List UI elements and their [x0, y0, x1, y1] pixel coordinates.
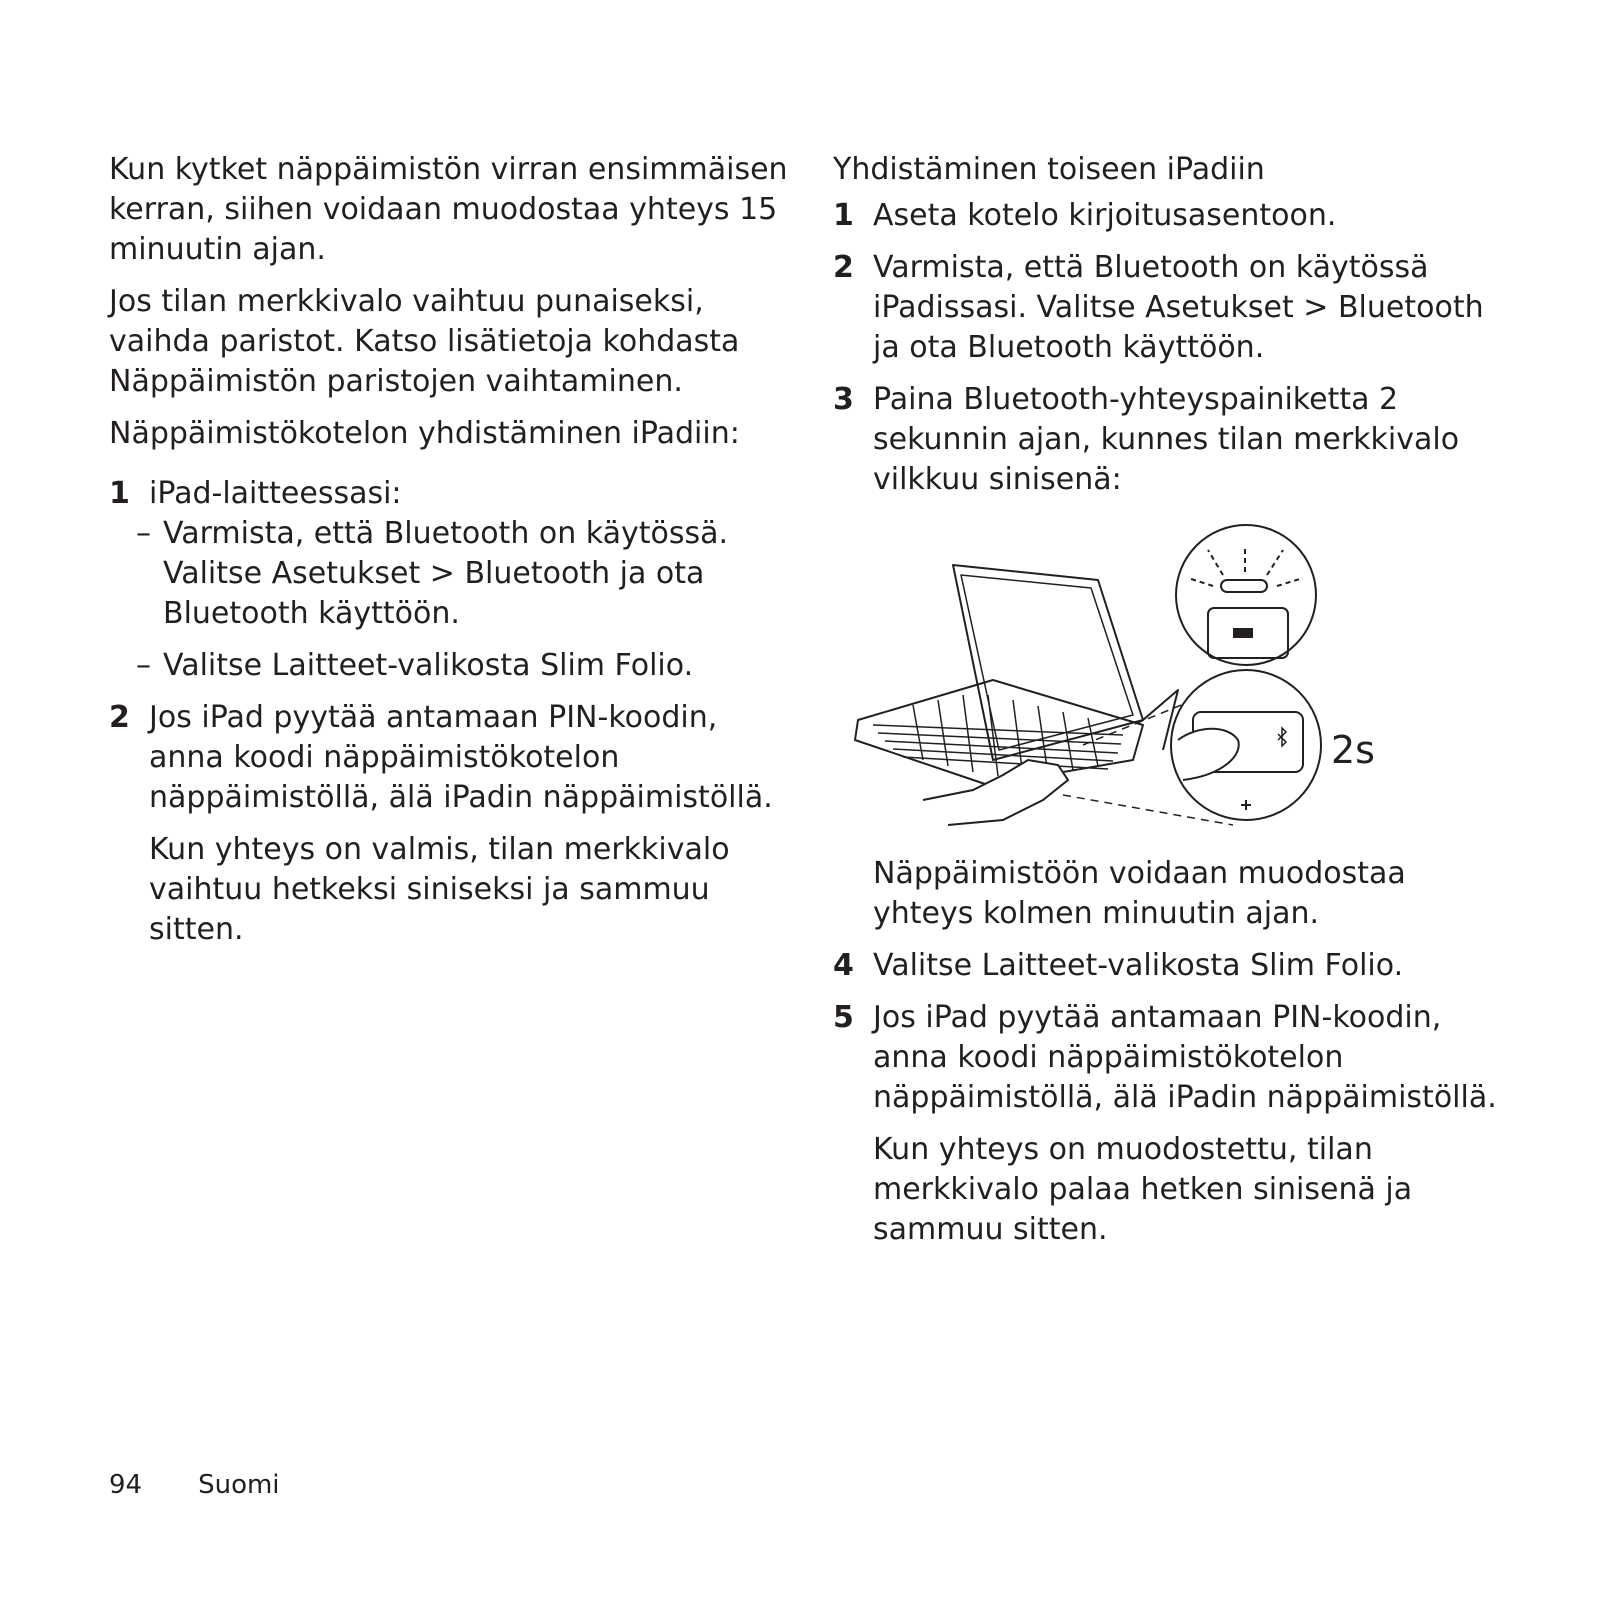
- step-text: Valitse Laitteet-valikosta Slim Folio.: [873, 948, 1404, 983]
- dash-bullet: –: [136, 516, 151, 551]
- step-note: Kun yhteys on valmis, tilan merkkivalo vaihtuu hetkeksi siniseksi ja sammuu sitten.: [149, 832, 730, 947]
- step-number: 5: [833, 1000, 854, 1035]
- right-column: [833, 150, 1513, 1262]
- left-step-1: [109, 474, 789, 686]
- right-step-5: [833, 998, 1513, 1250]
- left-column: [109, 150, 789, 962]
- section-heading: Yhdistäminen toiseen iPadiin: [833, 152, 1265, 187]
- right-step-4: [833, 946, 1513, 986]
- step-text: Jos iPad pyytää antamaan PIN-koodin, anna koodi näppäimistökotelon näppäimistöllä, älä iPadin näppäimistöllä.: [149, 700, 773, 815]
- step-number: 2: [833, 250, 854, 285]
- sub-item-2: [136, 646, 789, 686]
- step-text: iPad-laitteessasi:: [149, 476, 402, 511]
- right-step-1: [833, 196, 1513, 236]
- right-step-2: [833, 248, 1513, 368]
- step-text: Aseta kotelo kirjoitusasentoon.: [873, 198, 1337, 233]
- keyboard-folio-illustration: [853, 520, 1393, 840]
- step-text: Varmista, että Bluetooth on käytössä iPadissasi. Valitse Asetukset > Bluetooth ja ota Bluetooth käyttöön.: [873, 250, 1484, 365]
- step-number: 1: [109, 476, 130, 511]
- dash-bullet: –: [136, 648, 151, 683]
- sub-item-text: Varmista, että Bluetooth on käytössä. Valitse Asetukset > Bluetooth ja ota Bluetooth käyttöön.: [163, 516, 729, 631]
- left-step-2: [109, 698, 789, 950]
- step-text: Paina Bluetooth-yhteyspainiketta 2 sekunnin ajan, kunnes tilan merkkivalo vilkkuu sinisenä:: [873, 382, 1460, 497]
- intro-paragraph-2: Jos tilan merkkivalo vaihtuu punaiseksi, vaihda paristot. Katso lisätietoja kohdasta Näppäimistön paristojen vaihtaminen.: [109, 284, 740, 399]
- right-step-3: [833, 380, 1513, 500]
- intro-paragraph-3: Näppäimistökotelon yhdistäminen iPadiin:: [109, 416, 740, 451]
- step-number: 4: [833, 948, 854, 983]
- step-text: Jos iPad pyytää antamaan PIN-koodin, anna koodi näppäimistökotelon näppäimistöllä, älä iPadin näppäimistöllä.: [873, 1000, 1497, 1115]
- pairing-illustration: [853, 520, 1393, 840]
- page-number: 94: [109, 1470, 143, 1500]
- step-number: 1: [833, 198, 854, 233]
- sub-item-1: [136, 514, 789, 634]
- step-number: 2: [109, 700, 130, 735]
- intro-paragraph-1: Kun kytket näppäimistön virran ensimmäisen kerran, siihen voidaan muodostaa yhteys 15 minuutin ajan.: [109, 152, 788, 267]
- sub-item-text: Valitse Laitteet-valikosta Slim Folio.: [163, 648, 694, 683]
- figure-caption: Näppäimistöön voidaan muodostaa yhteys kolmen minuutin ajan.: [873, 856, 1406, 931]
- step-note: Kun yhteys on muodostettu, tilan merkkivalo palaa hetken sinisenä ja sammuu sitten.: [873, 1132, 1413, 1247]
- duration-label: 2s: [1331, 728, 1375, 772]
- page-footer: [109, 1470, 336, 1500]
- step-number: 3: [833, 382, 854, 417]
- footer-language: Suomi: [198, 1470, 280, 1500]
